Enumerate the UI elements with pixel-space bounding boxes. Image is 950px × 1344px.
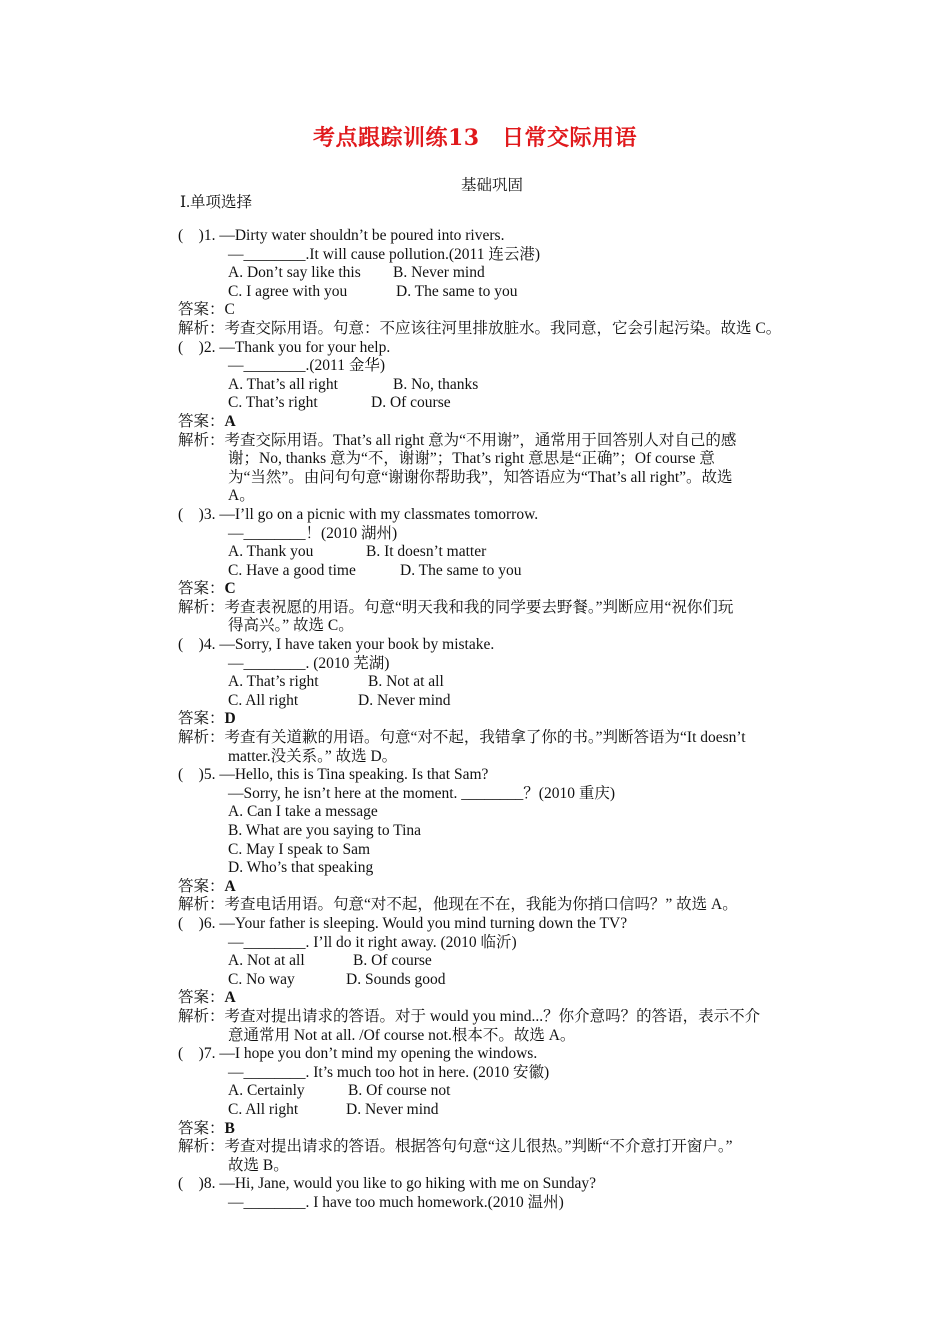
answer-label: 答案： xyxy=(178,580,225,598)
explanation-line xyxy=(178,1008,810,1027)
option-choice: D. The same to you xyxy=(396,282,518,300)
option-choice: A. Certainly xyxy=(228,1082,305,1100)
explanation-line xyxy=(178,487,810,506)
option-choice: A. Thank you xyxy=(228,543,314,561)
explanation-text: 意通常用 Not at all. /Of course not.根本不。故选 A。 xyxy=(228,1026,576,1044)
question-stem: ( )5. —Hello, this is Tina speaking. Is that Sam? xyxy=(178,766,489,784)
answer-value: A xyxy=(224,877,236,895)
explanation-line xyxy=(178,450,810,469)
explanation-text: 考查对提出请求的答语。根据答句句意“这儿很热。”判断“不介意打开窗户。” xyxy=(224,1138,733,1156)
answer-label: 答案： xyxy=(178,877,225,895)
option-choice: B. It doesn’t matter xyxy=(366,543,487,561)
explanation-line xyxy=(178,1157,810,1176)
option-choice: A. That’s all right xyxy=(228,375,338,393)
answer-label: 答案： xyxy=(178,989,225,1007)
question-response: —________. I’ll do it right away. (2010 临沂) xyxy=(228,933,517,951)
answer-value: A xyxy=(224,989,236,1007)
explanation-line xyxy=(178,599,810,618)
explanation-text: A。 xyxy=(228,487,255,505)
option-choice: C. I agree with you xyxy=(228,282,348,300)
explanation-label: 解析： xyxy=(178,729,225,747)
option-choice: A. That’s right xyxy=(228,673,319,691)
option-row xyxy=(178,283,810,302)
option-choice: C. That’s right xyxy=(228,394,318,412)
answer-line xyxy=(178,878,810,897)
option-choice: B. Never mind xyxy=(393,264,485,282)
question-stem: ( )7. —I hope you don’t mind my opening the windows. xyxy=(178,1045,538,1063)
option-row xyxy=(178,952,810,971)
option-choice: C. May I speak to Sam xyxy=(228,840,371,858)
explanation-text: matter.没关系。” 故选 D。 xyxy=(228,747,398,765)
question-response: —________.(2011 金华) xyxy=(228,357,385,375)
option-row xyxy=(178,394,810,413)
question-response: —________！(2010 湖州) xyxy=(228,524,398,542)
answer-line xyxy=(178,710,810,729)
question-response: —________. I have too much homework.(2010 温州) xyxy=(228,1193,564,1211)
question-response: —________.It will cause pollution.(2011 连云港) xyxy=(228,245,540,263)
explanation-text: 谢；No, thanks 意为“不，谢谢”；That’s right 意思是“正确”；Of course 意 xyxy=(228,450,715,468)
explanation-line xyxy=(178,432,810,451)
explanation-line xyxy=(178,320,810,339)
explanation-text: 为“当然”。由问句句意“谢谢你帮助我”，知答语应为“That’s all right”。故选 xyxy=(228,468,733,486)
explanation-line xyxy=(178,1027,810,1046)
explanation-text: 考查有关道歉的用语。句意“对不起，我错拿了你的书。”判断答语为“It doesn’t xyxy=(224,729,746,747)
explanation-line xyxy=(178,896,810,915)
option-choice: B. What are you saying to Tina xyxy=(228,822,422,839)
option-choice: D. Never mind xyxy=(358,691,451,709)
option-choice: B. Not at all xyxy=(368,673,444,691)
section-heading: Ⅰ.单项选择 xyxy=(180,194,252,211)
option-choice: A. Don’t say like this xyxy=(228,264,361,282)
question-response: —________. It’s much too hot in here. (2010 安徽) xyxy=(228,1063,550,1081)
explanation-label: 解析： xyxy=(178,598,225,616)
explanation-line xyxy=(178,1138,810,1157)
answer-value: D xyxy=(224,710,236,728)
option-choice: A. Not at all xyxy=(228,952,305,970)
explanation-line xyxy=(178,729,810,748)
explanation-text: 故选 B。 xyxy=(228,1156,289,1174)
explanation-label: 解析： xyxy=(178,1007,225,1025)
answer-value: C xyxy=(224,301,235,319)
answer-value: B xyxy=(224,1119,235,1137)
explanation-label: 解析： xyxy=(178,896,225,914)
answer-label: 答案： xyxy=(178,710,225,728)
option-choice: C. Have a good time xyxy=(228,561,356,579)
option-row xyxy=(178,692,810,711)
option-choice: C. No way xyxy=(228,970,295,988)
explanation-line xyxy=(178,617,810,636)
question-stem: ( )3. —I’ll go on a picnic with my classmates tomorrow. xyxy=(178,505,539,523)
explanation-text: 考查交际用语。That’s all right 意为“不用谢”，通常用于回答别人对自己的感 xyxy=(224,431,737,449)
option-choice: C. All right xyxy=(228,1100,299,1118)
answer-label: 答案： xyxy=(178,1119,225,1137)
option-choice: D. Never mind xyxy=(346,1100,439,1118)
answer-label: 答案： xyxy=(178,301,225,319)
question-stem: ( )2. —Thank you for your help. xyxy=(178,338,391,356)
option-row xyxy=(178,673,810,692)
page-title: 考点跟踪训练13 日常交际用语 xyxy=(312,125,638,151)
option-row xyxy=(178,971,810,990)
explanation-text: 考查表祝愿的用语。句意“明天我和我的同学要去野餐。”判断应用“祝你们玩 xyxy=(224,598,734,616)
question-stem: ( )8. —Hi, Jane, would you like to go hiking with me on Sunday? xyxy=(178,1175,597,1193)
option-choice: A. Can I take a message xyxy=(228,803,378,821)
option-choice: D. Who’s that speaking xyxy=(228,859,374,877)
question-response: —________. (2010 芜湖) xyxy=(228,654,390,672)
explanation-text: 考查电话用语。句意“对不起，他现在不在，我能为你捎口信吗？” 故选 A。 xyxy=(224,896,738,914)
option-choice: D. The same to you xyxy=(400,561,522,579)
option-row xyxy=(178,543,810,562)
option-row xyxy=(178,1101,810,1120)
option-row xyxy=(178,1082,810,1101)
answer-line xyxy=(178,301,810,320)
explanation-text: 考查交际用语。句意：不应该往河里排放脏水。我同意，它会引起污染。故选 C。 xyxy=(224,319,782,337)
question-stem: ( )6. —Your father is sleeping. Would you mind turning down the TV? xyxy=(178,914,628,932)
question-list xyxy=(178,227,810,1212)
option-choice: C. All right xyxy=(228,691,299,709)
option-row xyxy=(178,264,810,283)
answer-value: C xyxy=(224,580,236,598)
explanation-label: 解析： xyxy=(178,1138,225,1156)
explanation-label: 解析： xyxy=(178,319,225,337)
explanation-text: 得高兴。” 故选 C。 xyxy=(228,617,354,635)
option-choice: D. Sounds good xyxy=(346,970,446,988)
explanation-line xyxy=(178,748,810,767)
question-stem: ( )4. —Sorry, I have taken your book by mistake. xyxy=(178,636,495,654)
answer-value: A xyxy=(224,412,236,430)
answer-line xyxy=(178,413,810,432)
answer-label: 答案： xyxy=(178,412,225,430)
question-stem: ( )1. —Dirty water shouldn’t be poured into rivers. xyxy=(178,227,505,244)
option-choice: D. Of course xyxy=(371,394,451,412)
section-subtitle: 基础巩固 xyxy=(460,177,523,194)
answer-line xyxy=(178,1120,810,1139)
option-choice: B. Of course not xyxy=(348,1082,451,1100)
option-row xyxy=(178,562,810,581)
explanation-line xyxy=(178,469,810,488)
question-response: —Sorry, he isn’t here at the moment. ________？(2010 重庆) xyxy=(228,784,616,802)
explanation-text: 考查对提出请求的答语。对于 would you mind...？你介意吗？的答语，表示不介 xyxy=(224,1007,761,1025)
option-row xyxy=(178,376,810,395)
option-choice: B. No, thanks xyxy=(393,375,479,393)
answer-line xyxy=(178,989,810,1008)
option-choice: B. Of course xyxy=(353,952,432,970)
explanation-label: 解析： xyxy=(178,431,225,449)
answer-line xyxy=(178,580,810,599)
